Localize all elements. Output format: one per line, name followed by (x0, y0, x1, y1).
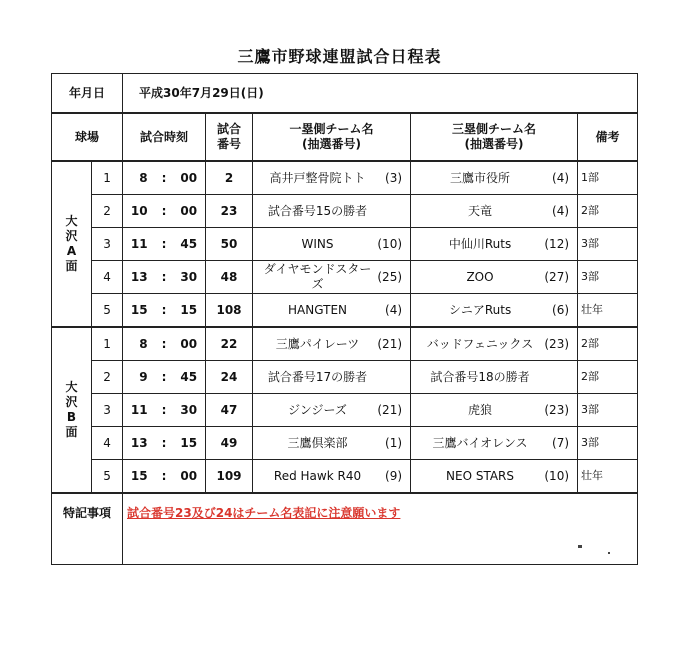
game-time: 11 : 45 (123, 228, 206, 261)
match-number: 47 (206, 394, 253, 427)
game-remark: 3部 (578, 228, 638, 261)
third-base-team: バッドフェニックス (23) (411, 327, 578, 361)
game-seq: 1 (92, 161, 123, 195)
match-number: 50 (206, 228, 253, 261)
special-notes-cell (123, 493, 638, 565)
game-seq: 2 (92, 361, 123, 394)
table-row (52, 195, 638, 228)
game-time: 8 : 00 (123, 161, 206, 195)
header-time: 試合時刻 (123, 113, 206, 161)
game-remark: 2部 (578, 195, 638, 228)
venue-name: 大 沢 A 面 (52, 161, 92, 327)
game-remark: 壮年 (578, 460, 638, 494)
game-seq: 3 (92, 394, 123, 427)
table-row (52, 361, 638, 394)
date-label: 年月日 (52, 74, 123, 114)
table-row (52, 327, 638, 361)
match-number: 24 (206, 361, 253, 394)
game-seq: 4 (92, 427, 123, 460)
first-base-team: ダイヤモンドスターズ (25) (253, 261, 411, 294)
game-seq: 3 (92, 228, 123, 261)
match-number: 49 (206, 427, 253, 460)
first-base-team: Red Hawk R40 (9) (253, 460, 411, 494)
game-time: 9 : 45 (123, 361, 206, 394)
table-row (52, 294, 638, 328)
game-remark: 3部 (578, 394, 638, 427)
game-time: 13 : 15 (123, 427, 206, 460)
special-notes-label: 特記事項 (52, 493, 123, 565)
special-notes-row (52, 493, 638, 565)
match-number: 109 (206, 460, 253, 494)
first-base-team: 試合番号15の勝者 (253, 195, 411, 228)
game-time: 15 : 00 (123, 460, 206, 494)
third-base-team: 天竜 (4) (411, 195, 578, 228)
table-row (52, 261, 638, 294)
match-number: 2 (206, 161, 253, 195)
first-base-team: 三鷹パイレーツ (21) (253, 327, 411, 361)
third-base-team: NEO STARS (10) (411, 460, 578, 494)
game-remark: 3部 (578, 261, 638, 294)
match-number: 108 (206, 294, 253, 328)
header-row (52, 113, 638, 161)
game-remark: 1部 (578, 161, 638, 195)
table-row (52, 427, 638, 460)
match-number: 23 (206, 195, 253, 228)
first-base-team: 試合番号17の勝者 (253, 361, 411, 394)
first-base-team: HANGTEN (4) (253, 294, 411, 328)
page-title: 三鷹市野球連盟試合日程表 (237, 47, 442, 66)
table-row (52, 161, 638, 195)
game-seq: 1 (92, 327, 123, 361)
game-time: 15 : 15 (123, 294, 206, 328)
venue-name: 大 沢 B 面 (52, 327, 92, 493)
game-seq: 2 (92, 195, 123, 228)
header-first-base: 一塁側チーム名 (抽選番号) (253, 113, 411, 161)
game-seq: 5 (92, 294, 123, 328)
game-remark: 2部 (578, 327, 638, 361)
table-row (52, 394, 638, 427)
game-seq: 5 (92, 460, 123, 494)
game-remark: 3部 (578, 427, 638, 460)
third-base-team: 試合番号18の勝者 (411, 361, 578, 394)
header-remarks: 備考 (578, 113, 638, 161)
match-number: 22 (206, 327, 253, 361)
first-base-team: WINS (10) (253, 228, 411, 261)
schedule-table (51, 73, 638, 565)
header-match-no: 試合 番号 (206, 113, 253, 161)
table-row (52, 228, 638, 261)
table-row (52, 460, 638, 494)
match-number: 48 (206, 261, 253, 294)
third-base-team: 三鷹市役所 (4) (411, 161, 578, 195)
first-base-team: 三鷹倶楽部 (1) (253, 427, 411, 460)
date-value: 平成30年7月29日(日) (123, 74, 638, 114)
game-time: 11 : 30 (123, 394, 206, 427)
third-base-team: ZOO (27) (411, 261, 578, 294)
game-seq: 4 (92, 261, 123, 294)
game-time: 10 : 00 (123, 195, 206, 228)
scan-mark (578, 545, 582, 548)
header-third-base: 三塁側チーム名 (抽選番号) (411, 113, 578, 161)
third-base-team: 三鷹バイオレンス (7) (411, 427, 578, 460)
game-remark: 2部 (578, 361, 638, 394)
header-venue: 球場 (52, 113, 123, 161)
game-time: 13 : 30 (123, 261, 206, 294)
third-base-team: 中仙川Ruts (12) (411, 228, 578, 261)
third-base-team: 虎狼 (23) (411, 394, 578, 427)
game-remark: 壮年 (578, 294, 638, 328)
third-base-team: シニアRuts (6) (411, 294, 578, 328)
special-notes-text: 試合番号23及び24はチーム名表記に注意願います (127, 506, 401, 520)
scan-mark (608, 552, 610, 554)
first-base-team: 高井戸整骨院トト (3) (253, 161, 411, 195)
first-base-team: ジンジーズ (21) (253, 394, 411, 427)
game-time: 8 : 00 (123, 327, 206, 361)
